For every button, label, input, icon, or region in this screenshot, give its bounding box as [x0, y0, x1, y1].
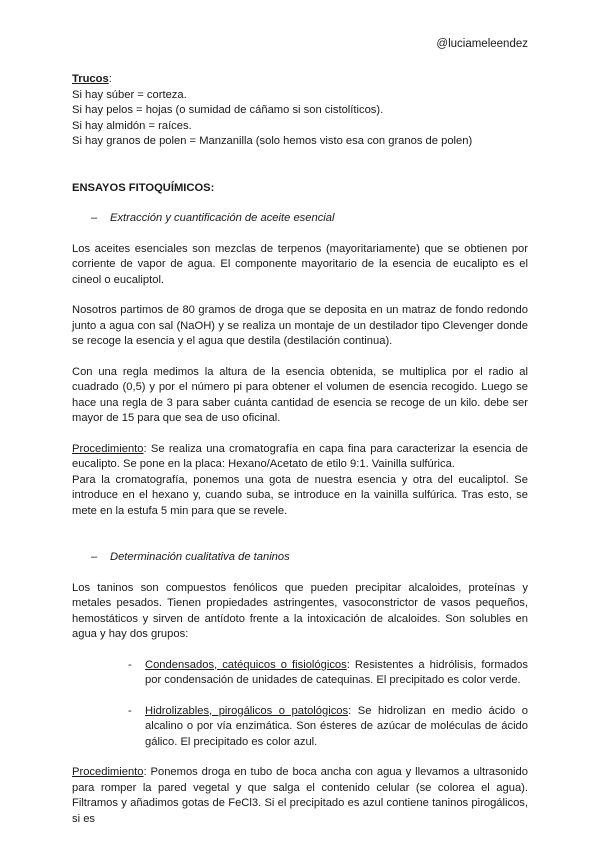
procedure-paragraph [72, 442, 528, 473]
subsection-heading-essential-oil [72, 211, 528, 227]
section-title: ENSAYOS FITOQUÍMICOS: [72, 181, 215, 194]
tricks-heading [72, 72, 528, 88]
list-item-term: Condensados, catéquicos o fisiológicos [145, 658, 347, 671]
subsection-heading-tannins [72, 550, 528, 566]
tricks-title: Trucos [72, 73, 109, 85]
tannin-groups-list [72, 658, 528, 751]
document-body [72, 72, 528, 827]
paragraph: Para la cromatografía, ponemos una gota de nuestra esencia y otra del eucaliptol. Se introduce en el hexano y, cuando suba, se introduce en la vainilla sulfúrica. Tras esto, se mete en la estufa 5 min para que se revele. [72, 473, 528, 517]
procedure-text: : Se realiza una cromatografía en capa fina para caracterizar la esencia de eucalipto. Se pone en la placa: Hexano/Acetato de etilo 9:1. Vainilla sulfúrica. [72, 442, 528, 470]
dash-marker: – [91, 551, 98, 563]
list-item [72, 704, 528, 751]
subsection-title: Extracción y cuantificación de aceite esencial [110, 212, 335, 224]
trick-line: Si hay súber = corteza. [72, 88, 187, 101]
list-item-text: : Resistentes a hidrólisis, formados por condensación de unidades de catequinas. El precipitado es color verde. [145, 658, 528, 686]
procedure-label: Procedimiento [72, 766, 144, 778]
procedure-text: : Ponemos droga en tubo de boca ancha con agua y llevamos a ultrasonido para romper la pared vegetal y que salga el contenido celular (se colorea el agua). Filtramos y añadimos gotas de FeCl3. Si el precipitado es azul contiene taninos pirogálicos, si es [72, 766, 528, 825]
list-item-text: : Se hidrolizan en medio ácido o alcalino o por vía enzimática. Son ésteres de azúcar de moléculas de ácido gálico. El precipitado es color azul. [145, 704, 529, 748]
paragraph: Con una regla medimos la altura de la esencia obtenida, se multiplica por el radio al cuadrado (0,5) y por el número pi para obtener el volumen de esencia recogido. Luego se hace una regla de 3 para saber cuánta cantidad de esencia se recoge de un kilo. debe ser mayor de 15 para que sea de uso oficinal. [72, 365, 528, 424]
trick-line: Si hay pelos = hojas (o sumidad de cáñamo si son cistolíticos). [72, 104, 384, 116]
procedure-paragraph [72, 765, 528, 827]
trick-line: Si hay almidón = raíces. [72, 119, 192, 132]
tricks-block [72, 72, 528, 150]
bullet-dash: - [128, 704, 132, 717]
list-item [72, 658, 528, 689]
bullet-dash: - [128, 658, 132, 671]
author-handle: @luciameleendez [436, 38, 528, 50]
dash-marker: – [91, 212, 98, 224]
procedure-label: Procedimiento [72, 442, 144, 455]
paragraph: Los taninos son compuestos fenólicos que pueden precipitar alcaloides, proteínas y metales pesados. Tienen propiedades astringentes, vasoconstrictor de vasos pequeños, hemostáticos y sirven de antídoto frente a la intoxicación de alcaloides. Son solubles en agua y hay dos grupos: [72, 581, 528, 640]
paragraph: Los aceites esenciales son mezclas de terpenos (mayoritariamente) que se obtienen por corriente de vapor de agua. El componente mayoritario de la esencia de eucalipto es el cineol o eucaliptol. [72, 242, 528, 286]
list-item-term: Hidrolizables, pirogálicos o patológicos [145, 704, 349, 717]
paragraph: Nosotros partimos de 80 gramos de droga que se deposita en un matraz de fondo redondo junto a agua con sal (NaOH) y se realiza un montaje de un destilador tipo Clevenger donde se recoge la esencia y el agua que destila (destilación continua). [72, 304, 528, 347]
trick-line: Si hay granos de polen = Manzanilla (solo hemos visto esa con granos de polen) [72, 135, 473, 147]
subsection-title: Determinación cualitativa de taninos [110, 551, 290, 563]
tricks-colon: : [108, 73, 112, 85]
